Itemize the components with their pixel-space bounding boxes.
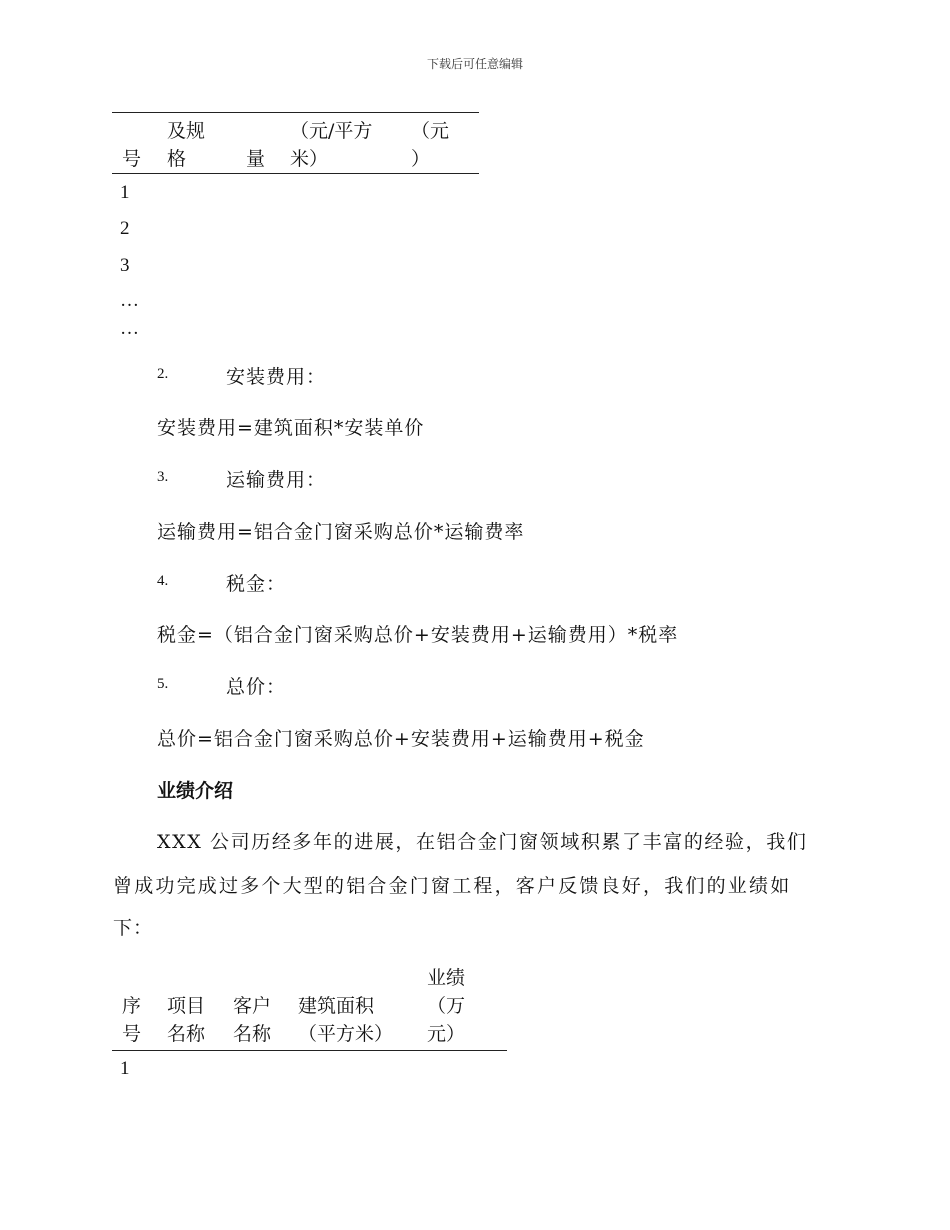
table-header-col-2-line1: 项目 <box>167 995 206 1017</box>
table-header-col-4-line1: （元/平方 <box>290 120 373 142</box>
table-header-col-5-line1: （元 <box>411 120 450 142</box>
table-header-col-4-line2: （平方米） <box>298 1023 394 1045</box>
table-header-col-1-line2: 号 <box>122 148 142 170</box>
table-header-col-2-line1: 及规 <box>167 120 206 142</box>
section-title: 运输费用： <box>226 469 327 491</box>
section-number: 2. <box>157 366 169 382</box>
table-header-col-2-line2: 格 <box>167 148 187 170</box>
section-formula: 税金=（铝合金门窗采购总价+安装费用+运输费用）*税率 <box>157 624 679 646</box>
table-header-col-1-line2: 号 <box>122 1023 142 1045</box>
table-row-num: … <box>120 318 139 339</box>
table-header-col-3-line2: 量 <box>246 148 266 170</box>
performance-paragraph-line: 曾成功完成过多个大型的铝合金门窗工程，客户反馈良好，我们的业绩如 <box>113 875 792 897</box>
section-title: 税金： <box>226 573 287 595</box>
table-row-num: 1 <box>120 182 130 203</box>
table-header-rule <box>112 1050 507 1051</box>
performance-paragraph-line: 下： <box>113 917 154 939</box>
section-title: 安装费用： <box>226 366 327 388</box>
section-title: 总价： <box>226 676 287 698</box>
table-top-rule <box>112 112 479 113</box>
table-header-col-3-line1: 客户 <box>233 995 272 1017</box>
section-number: 5. <box>157 676 169 692</box>
table-header-col-3-line2: 名称 <box>233 1023 272 1045</box>
table-row-num: 2 <box>120 218 130 239</box>
performance-heading: 业绩介绍 <box>157 780 234 802</box>
table-header-col-1-line1: 序 <box>122 995 142 1017</box>
section-number: 4. <box>157 573 169 589</box>
table-header-rule <box>112 173 479 174</box>
page-header: 下载后可任意编辑 <box>427 57 524 71</box>
table-header-col-5-line2: ） <box>411 148 431 170</box>
table-header-col-4-line1: 建筑面积 <box>298 995 375 1017</box>
table-row-num: 3 <box>120 255 130 276</box>
section-formula: 安装费用=建筑面积*安装单价 <box>157 417 425 439</box>
section-formula: 总价=铝合金门窗采购总价+安装费用+运输费用+税金 <box>157 728 645 750</box>
table-header-col-4-line2: 米） <box>290 148 329 170</box>
table-header-col-5-line2: 元） <box>427 1023 466 1045</box>
table-header-col-5-line1: （万 <box>427 995 466 1017</box>
section-number: 3. <box>157 469 169 485</box>
performance-paragraph-line: XXX 公司历经多年的进展，在铝合金门窗领域积累了丰富的经验，我们 <box>157 831 808 853</box>
section-formula: 运输费用=铝合金门窗采购总价*运输费率 <box>157 521 525 543</box>
table-row-num: … <box>120 290 139 311</box>
table-header-col-2-line2: 名称 <box>167 1023 206 1045</box>
table-row-num: 1 <box>120 1058 130 1079</box>
table-header-col-5-line0: 业绩 <box>427 967 466 989</box>
